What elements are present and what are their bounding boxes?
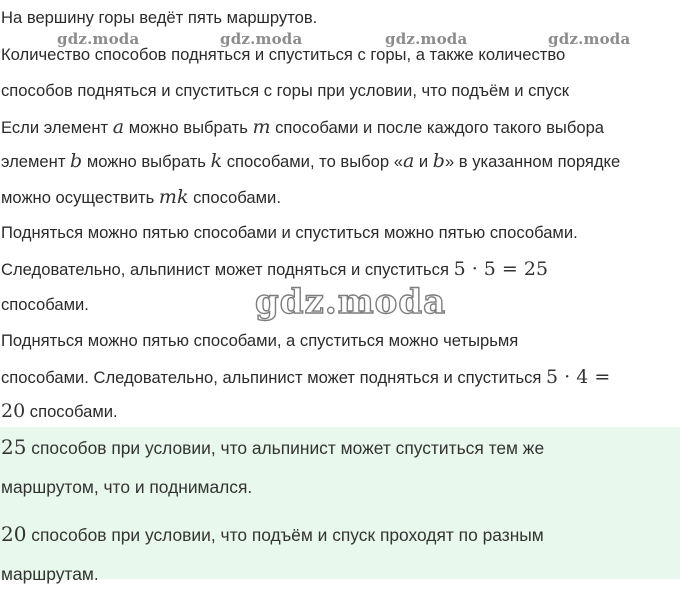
answer-line: 25 способов при условии, что альпинист может спуститься тем же [1,435,545,459]
math-variable: a [402,150,415,172]
math-variable: k [210,150,223,172]
math-variable: m [252,116,271,138]
math-expression: 5 · 4 = [546,366,611,388]
watermark-large: gdz.moda [255,282,447,322]
solution-line: способами. Следовательно, альпинист может подняться и спуститься 5 · 4 = [1,366,611,388]
watermark: gdz.moda [220,30,303,48]
solution-line: 20 способами. [1,400,118,422]
watermark: gdz.moda [548,30,631,48]
watermark: gdz.moda [385,30,468,48]
math-variable: mk [158,186,189,208]
question-line: способов подняться и спуститься с горы при условии, что подъём и спуск [1,81,570,100]
rule-line: можно осуществить mk способами. [1,186,281,208]
solution-line: Подняться можно пятью способами и спуститься можно пятью способами. [1,223,578,242]
answer-box [0,427,680,584]
math-expression: 20 [1,400,26,422]
watermark: gdz.moda [57,30,140,48]
answer-line: 20 способов при условии, что подъём и спуск проходят по разным [1,522,544,546]
math-variable: a [112,116,125,138]
solution-line: Подняться можно пятью способами, а спуститься можно четырьмя [1,331,519,350]
math-number: 25 [1,435,27,459]
math-number: 20 [1,522,27,546]
rule-line: элемент b можно выбрать k способами, то выбор «a и b» в указанном порядке [1,150,621,172]
math-expression: 5 · 5 = 25 [453,258,549,280]
answer-line: маршрутам. [1,564,99,584]
math-variable: b [70,150,83,172]
rule-line: Если элемент a можно выбрать m способами и после каждого такого выбора [1,116,605,138]
math-variable: b [432,150,445,172]
solution-line: Следовательно, альпинист может подняться и спуститься 5 · 5 = 25 [1,258,549,280]
answer-line: маршрутом, что и поднимался. [1,477,253,497]
solution-line: способами. [1,295,89,314]
problem-statement: На вершину горы ведёт пять маршрутов. [1,8,318,27]
question-line: Количество способов подняться и спуститься с горы, а также количество [1,45,566,64]
